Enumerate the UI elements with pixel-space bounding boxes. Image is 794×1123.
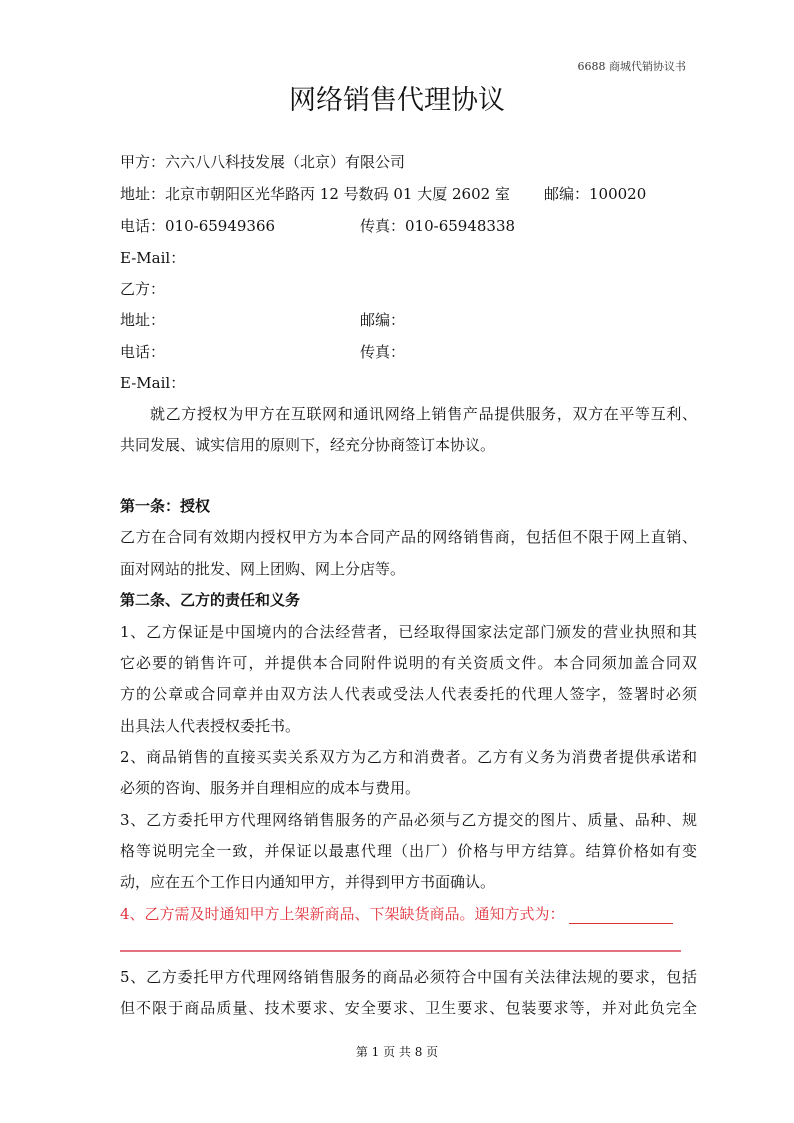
article-1-line: 乙方在合同有效期内授权甲方为本合同产品的网络销售商，包括但不限于网上直销、 [120,528,697,546]
party-a-address: 地址：北京市朝阳区光华路丙 12 号数码 01 大厦 2602 室 [120,185,510,203]
clause-1-line: 1、乙方保证是中国境内的合法经营者，已经取得国家法定部门颁发的营业执照和其 [120,623,697,641]
notification-method-blank[interactable] [569,907,673,924]
document-title: 网络销售代理协议 [289,85,505,116]
intro-line: 共同发展、诚实信用的原则下，经充分协商签订本协议。 [120,436,496,454]
clause-4-text: 4、乙方需及时通知甲方上架新商品、下架缺货商品。通知方式为： [120,905,565,923]
clause-2-line: 必须的咨询、服务并自理相应的成本与费用。 [120,779,421,797]
intro-line: 就乙方授权为甲方在互联网和通讯网络上销售产品提供服务，双方在平等互利、 [150,405,697,423]
party-b-email: E-Mail： [120,374,186,392]
fill-in-underline[interactable] [120,950,681,952]
article-1-line: 面对网站的批发、网上团购、网上分店等。 [120,560,406,578]
party-b-postcode: 邮编： [360,311,406,329]
party-a-fax: 传真：010-65948338 [360,217,516,235]
clause-5-line: 但不限于商品质量、技术要求、安全要求、卫生要求、包装要求等，并对此负完全 [120,999,697,1017]
party-a-postcode: 邮编：100020 [544,185,647,203]
clause-3-line: 动，应在五个工作日内通知甲方，并得到甲方书面确认。 [120,873,496,891]
clause-1-line: 出具法人代表授权委托书。 [120,717,301,735]
clause-3-line: 3、乙方委托甲方代理网络销售服务的产品必须与乙方提交的图片、质量、品种、规 [120,811,697,829]
clause-2-line: 2、商品销售的直接买卖关系双方为乙方和消费者。乙方有义务为消费者提供承诺和 [120,748,697,766]
clause-3-line: 格等说明完全一致，并保证以最惠代理（出厂）价格与甲方结算。结算价格如有变 [120,842,697,860]
page-footer: 第 1 页 共 8 页 [355,1045,439,1059]
clause-5-line: 5、乙方委托甲方代理网络销售服务的商品必须符合中国有关法律法规的要求，包括 [120,968,697,986]
party-b-phone: 电话： [120,343,166,361]
party-a-phone: 电话：010-65949366 [120,217,276,235]
party-b-address: 地址： [120,311,166,329]
article-1-heading: 第一条：授权 [120,497,211,515]
party-a-email: E-Mail： [120,249,186,267]
article-2-heading: 第二条、乙方的责任和义务 [120,591,301,609]
clause-1-line: 它必要的销售许可，并提供本合同附件说明的有关资质文件。本合同须加盖合同双 [120,654,697,672]
party-b-fax: 传真： [360,343,406,361]
party-a-name: 甲方：六六八八科技发展（北京）有限公司 [120,153,406,171]
running-header: 6688 商城代销协议书 [577,60,686,73]
clause-1-line: 方的公章或合同章并由双方法人代表或受法人代表委托的代理人签字，签署时必须 [120,685,697,703]
party-b-name: 乙方： [120,280,166,298]
clause-4-line [120,904,673,924]
